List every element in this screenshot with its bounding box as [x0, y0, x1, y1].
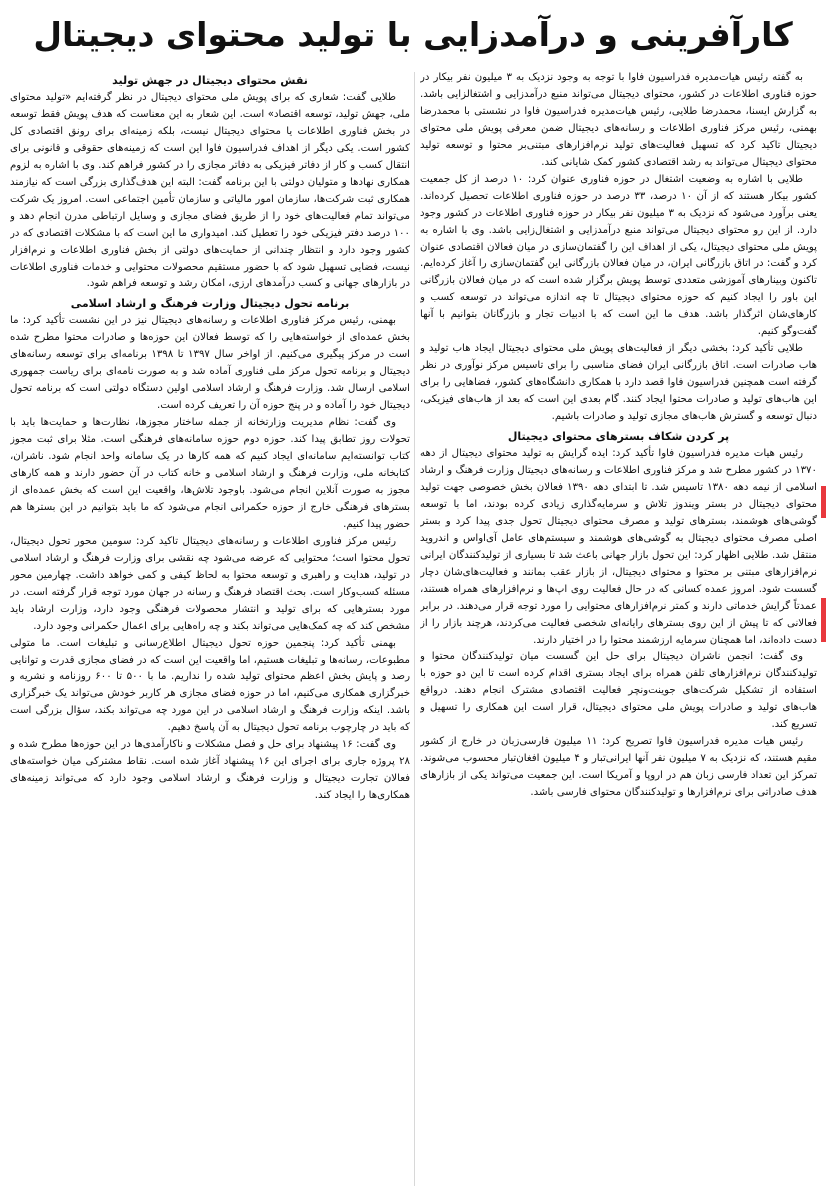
left-column [10, 70, 410, 1188]
paragraph: بهمنی، رئیس مرکز فناوری اطلاعات و رسانه‌های دیجیتال نیز در این نشست تأکید کرد: ما بخش عمده‌ای از خواسته‌هایی را که توسط فعالان این حوزه‌ها و صادرات محتوا مطرح شده است در مرکز پیگیری می‌کنیم. از اواخر سال ۱۳۹۷ تا ۱۳۹۸ برنامه‌ای برای توسعه رسانه‌های دیجیتال و برنامه تحول مرکز ملی فناوری آماده شد و به صورت نامه‌ای برای ریاست جمهوری اسلامی ارسال شد. وزارت فرهنگ و ارشاد اسلامی اولین دستگاه دولتی است که برنامه تحول دیجیتال خود را آماده و در پنج حوزه آن را تعریف کرده است. [10, 315, 410, 412]
column-divider [414, 72, 415, 1186]
paragraph: طلایی تأکید کرد: بخشی دیگر از فعالیت‌های پویش ملی محتوای دیجیتال ایجاد هاب تولید و هاب صادرات است. اتاق بازرگانی ایران فضای مناسبی را برای تاسیس مرکز نوآوری در نظر گرفته است همچنین فدراسیون فاوا قصد دارد با همکاری دانشگاه‌های کشور، فضاهایی را برای این هاب‌های تولید و صادرات محتوا ایجاد کنند. گام بعدی این است که بعد از هاب‌های فیزیکی، دنبال توسعه و گسترش هاب‌های مجازی تولید و صادرات باشیم. [420, 343, 817, 423]
page-edge-mark [821, 486, 826, 518]
paragraph: به گفته رئیس هیات‌مدیره فدراسیون فاوا با توجه به وجود نزدیک به ۳ میلیون نفر بیکار در حوزه فناوری اطلاعات در کشور، محتوای دیجیتال می‌تواند منبع درآمدزایی و اشتغالزایی باشد. به گزارش ایسنا، محمدرضا طلایی، رئیس هیات‌مدیره فدراسیون فاوا در نشستی با محمدرضا بهمنی، رئیس مرکز فناوری اطلاعات و رسانه‌های دیجیتال ضمن معرفی پویش ملی محتوای دیجیتال تاکید کرد که تسهیل فعالیت‌های تولید نرم‌افزارهای مبتنی‌بر محتوا و توسعه تولید محتوای دیجیتال می‌تواند به رشد اقتصادی کشور کمک شایانی کند. [420, 72, 817, 168]
page-edge-mark [821, 598, 826, 642]
paragraph: وی گفت: نظام مدیریت وزارتخانه از جمله ساختار مجوزها، نظارت‌ها و حمایت‌ها باید با تحولات روز تطابق پیدا کند. حوزه دوم حوزه سامانه‌های فرهنگی است. مثلا برای ثبت مجوز کتاب توانسته‌ایم سامانه‌ای ایجاد کنیم که همه کارها در یک سامانه واحد انجام شود. ناشران، کتابخانه ملی، وزارت فرهنگ و ارشاد اسلامی و خانه کتاب در آن حضور دارند و همه کارهای مجوز به صورت آنلاین انجام می‌شود. باوجود تلاش‌ها، واقعیت این است که بخش عمده‌ای از بسترهای فرهنگی خارج از حوزه حکمرانی انجام می‌شود که ما باید بتوانیم در این بسترها هم حضور پیدا کنیم. [10, 417, 410, 530]
paragraph: رئیس هیات مدیره فدراسیون فاوا تصریح کرد: ۱۱ میلیون فارسی‌زبان در خارج از کشور مقیم هستند، که نزدیک به ۷ میلیون نفر آنها ایرانی‌تبار و ۴ میلیون افغان‌تبار محسوب می‌شوند. تمرکز این تعداد فارسی زبان هم در اروپا و آمریکا است. این جمعیت می‌تواند یکی از بازارهای هدف صادراتی برای نرم‌افزارها و تولیدکنندگان محتوای فارسی باشد. [420, 736, 817, 799]
paragraph: رئیس هیات مدیره فدراسیون فاوا تأکید کرد: ایده گرایش به تولید محتوای دیجیتال از دهه ۱۳۷۰ در کشور مطرح شد و مرکز فناوری اطلاعات و رسانه‌های دیجیتال وزارت فرهنگ و ارشاد اسلامی از نیمه دهه ۱۳۸۰ تاسیس شد. تا ابتدای دهه ۱۳۹۰ فعالان بخش خصوصی جهت تولید محتوای دیجیتال در بستر ویندوز تلاش و سرمایه‌گذاری زیادی کرده بودند، اما با توسعه گوشی‌های هوشمند، بسترهای تولید و مصرف محتوای دیجیتال تحول جدی پیدا کرد و بستر اصلی مصرف محتوای دیجیتال به گوشی‌های هوشمند و سیستم‌های عامل آی‌اواس و اندروید منتقل شد. طلایی اظهار کرد: این تحول بازار جهانی باعث شد تا بسیاری از تولیدکنندگان ایرانی نرم‌افزارهای مبتنی بر محتوا و محتوای دیجیتال، از بازار عقب بمانند و فعالیت‌های‌شان دچار گسست شود. امروز عمده کسانی که در حال فعالیت روی اپ‌ها و نرم‌افزارهای همراه هستند، عمدتاً گرایش خدماتی دارند و کمتر نرم‌افزارهای محتوایی را مورد توجه قرار می‌دهند. در برابر فعالانی که تا پیش از این روی بسترهای رایانه‌ای شخصی فعالیت می‌کردند، هرچند بازار را از دست داده‌اند، اما همچنان سرمایه ارزشمند محتوا را در اختیار دارند. [420, 448, 817, 646]
paragraph: وی گفت: ۱۶ پیشنهاد برای حل و فصل مشکلات و ناکارآمدی‌ها در این حوزه‌ها مطرح شده و ۲۸ پروژه جاری برای اجرای این ۱۶ پیشنهاد آغاز شده است. نقاط مشترکی میان خواسته‌های فعالان تجارت دیجیتال و وزارت فرهنگ و ارشاد اسلامی وجود دارد که می‌تواند زمینه‌های همکاری‌ها را ایجاد کند. [10, 739, 410, 802]
article-headline: کارآفرینی و درآمدزایی با تولید محتوای دیجیتال [33, 15, 793, 54]
paragraph: طلایی با اشاره به وضعیت اشتغال در حوزه فناوری عنوان کرد: ۱۰ درصد از کل جمعیت کشور بیکار هستند که از آن ۱۰ درصد، ۳۳ درصد در حوزه فناوری اطلاعات تحصیل کرده‌اند. یعنی برآورد می‌شود که نزدیک به ۳ میلیون نفر بیکار در حوزه فناوری اطلاعات در کشور وجود دارد. از این رو محتوای دیجیتال می‌تواند منبع درآمدزایی و اشتغال‌زایی باشد. وی با اشاره به پویش ملی محتوای دیجیتال، یکی از اهداف این را گفتمان‌سازی در میان فعالان اقتصادی عنوان کرد و گفت: در اتاق بازرگانی ایران، در میان فعالان بازرگانی این گفتمان‌سازی را آغاز کرده‌ایم. تاکنون وبینارهای آموزشی متعددی توسط پویش برگزار شده است که در میان فعالان بازرگانی این باور را ایجاد کنیم که حوزه محتوای دیجیتال تا چه اندازه می‌تواند در توسعه کسب و کارهای‌شان اثرگذار باشد. هدف ما این است که با ادبیات تجار و بازرگانان بتوانیم با آنها گفت‌وگو کنیم. [420, 173, 817, 338]
paragraph: وی گفت: انجمن ناشران دیجیتال برای حل این گسست میان تولیدکنندگان محتوا و تولیدکنندگان نرم‌افزارهای تلفن همراه برای ایجاد بستری اقدام کرده است تا این دو حوزه با استفاده از تشکیل شرکت‌های جوینت‌ونچر فعالیت اقتصادی مشترک انجام دهند. درواقع هاب‌های تولید و صادرات پویش ملی محتوای دیجیتال، قرار است این همکاری را تسهیل و تسریع کند. [420, 651, 817, 731]
section-heading: نقش محتوای دیجیتال در جهش تولید [112, 74, 308, 87]
right-column [420, 70, 817, 1188]
section-heading: پر کردن شکاف بسترهای محتوای دیجیتال [507, 430, 730, 444]
paragraph: طلایی گفت: شعاری که برای پویش ملی محتوای دیجیتال در نظر گرفته‌ایم «تولید محتوای ملی، جهش تولید، توسعه اقتصاد» است. این شعار به این معناست که هدف پویش فقط توسعه در بخش فناوری اطلاعات یا محتوای دیجیتال نیست، بلکه زمینه‌ای برای رونق اقتصادی کل کشور است. یکی دیگر از اهداف فدراسیون فاوا این است که زمینه‌های حقوقی و قانونی برای انتقال کسب و کار از دفاتر فیزیکی به دفاتر مجازی را در کشور فراهم کند. وی با اشاره به لزوم همکاری نهادها و متولیان دولتی با این برنامه گفت: البته این هدف‌گذاری بزرگی است که نیازمند همکاری ثبت شرکت‌ها، سازمان امور مالیاتی و سازمان تأمین اجتماعی است. امروز یک شرکت می‌تواند تمام فعالیت‌های خود را از طریق فضای مجازی و وسایل ارتباطی مدرن انجام دهد و ۱۰۰ درصد دفتر فیزیکی خود را تعطیل کند. امیدواری ما این است که با مشکلات اقتصادی که در کشور وجود دارد و انتظار چندانی از حمایت‌های دولتی از بخش فناوری اطلاعات و نرم‌افزار نیست، فضایی تسهیل شود که با حضور مستقیم محصولات محتوایی و خدمات فناوری اطلاعات در بازارهای جهانی و کسب درآمدهای ارزی، امکان رشد و توسعه فراهم شود. [10, 92, 410, 290]
paragraph: بهمنی تأکید کرد: پنجمین حوزه تحول دیجیتال اطلاع‌رسانی و تبلیغات است. ما متولی مطبوعات، رسانه‌ها و تبلیغات هستیم، اما واقعیت این است که در فضای مجازی قدرت و توانایی رصد و پایش بخش اعظم محتوای تولید شده را نداریم. ما با ۵۰۰ تا ۶۰۰ روزنامه و نشریه و خبرگزاری همکاری می‌کنیم، اما در حوزه فضای مجازی هر کاربر خودش می‌تواند یک خبرگزاری باشد. اینکه وزارت فرهنگ و ارشاد اسلامی در این مورد چه می‌تواند بکند، سؤال بزرگی است که باید در چارچوب برنامه تحول دیجیتال به آن پاسخ دهیم. [10, 637, 410, 734]
paragraph: رئیس مرکز فناوری اطلاعات و رسانه‌های دیجیتال تاکید کرد: سومین محور تحول دیجیتال، تحول محتوا است؛ محتوایی که عرضه می‌شود چه نقشی برای وزارت فرهنگ و ارشاد اسلامی در تولید، هدایت و راهبری و توسعه محتوا به لحاظ کیفی و کمی خواهد داشت. چهارمین محور مسئله کسب‌وکار است. بحث اقتصاد فرهنگ و رسانه در جهان مورد توجه قرار گرفته است. در مورد بسترهایی که برای تولید و انتشار محصولات فرهنگی وجود دارد، وزارت ارشاد باید مشخص کند که چه کمک‌هایی می‌تواند بکند و چه راه‌هایی برای اعمال حکمرانی وجود دارد. [10, 535, 410, 632]
section-heading: برنامه تحول دیجیتال وزارت فرهنگ و ارشاد اسلامی [70, 297, 350, 311]
